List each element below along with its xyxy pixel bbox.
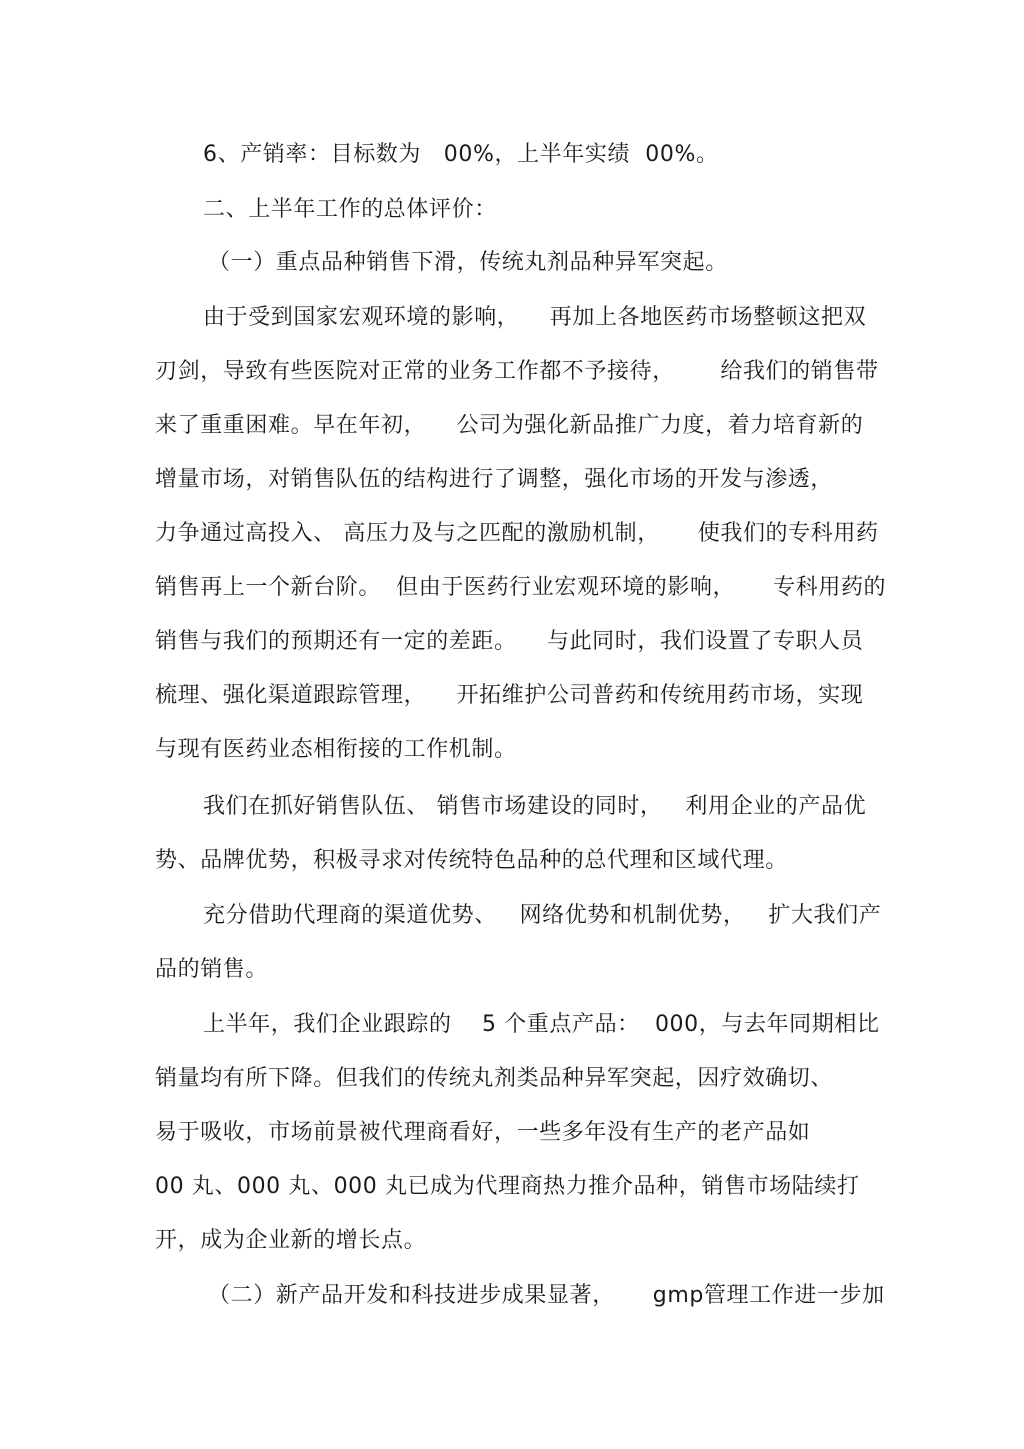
- paragraph-line: 品的销售。: [155, 957, 269, 982]
- heading-overall-evaluation: 二、上半年工作的总体评价：: [203, 197, 497, 222]
- paragraph-line: 来了重重困难。早在年初， 公司为强化新品推广力度，着力培育新的: [155, 413, 864, 438]
- paragraph-line: 上半年，我们企业跟踪的 5 个重点产品： 000，与去年同期相比: [203, 1012, 880, 1037]
- paragraph-line: 由于受到国家宏观环境的影响， 再加上各地医药市场整顿这把双: [203, 305, 867, 330]
- paragraph-line: 刃剑，导致有些医院对正常的业务工作都不予接待， 给我们的销售带: [155, 359, 879, 384]
- paragraph-line: 我们在抓好销售队伍、 销售市场建设的同时， 利用企业的产品优: [203, 794, 867, 819]
- paragraph-line: 梳理、强化渠道跟踪管理， 开拓维护公司普药和传统用药市场，实现: [155, 683, 864, 708]
- subheading-section-one: （一）重点品种销售下滑，传统丸剂品种异军突起。: [208, 250, 728, 275]
- paragraph-line: 充分借助代理商的渠道优势、 网络优势和机制优势， 扩大我们产: [203, 903, 882, 928]
- paragraph-line: 销售再上一个新台阶。 但由于医药行业宏观环境的影响， 专科用药的: [155, 575, 887, 600]
- paragraph-line: 销售与我们的预期还有一定的差距。 与此同时，我们设置了专职人员: [155, 629, 864, 654]
- paragraph-line: 与现有医药业态相衔接的工作机制。: [155, 737, 517, 762]
- paragraph-line: 00 丸、000 丸、000 丸已成为代理商热力推介品种，销售市场陆续打: [155, 1174, 860, 1199]
- paragraph-line: 开，成为企业新的增长点。: [155, 1228, 427, 1253]
- paragraph-line: 销量均有所下降。但我们的传统丸剂类品种异军突起，因疗效确切、: [155, 1066, 834, 1091]
- paragraph-line: 易于吸收，市场前景被代理商看好，一些多年没有生产的老产品如: [155, 1120, 811, 1145]
- paragraph-line: 势、品牌优势，积极寻求对传统特色品种的总代理和区域代理。: [155, 848, 788, 873]
- paragraph-line: 增量市场，对销售队伍的结构进行了调整，强化市场的开发与渗透，: [155, 467, 834, 492]
- line-production-sales-rate: 6、产销率：目标数为 00%，上半年实绩 00%。: [203, 142, 719, 167]
- paragraph-line: 力争通过高投入、 高压力及与之匹配的激励机制， 使我们的专科用药: [155, 521, 879, 546]
- subheading-section-two: （二）新产品开发和科技进步成果显著， gmp管理工作进一步加: [208, 1283, 885, 1308]
